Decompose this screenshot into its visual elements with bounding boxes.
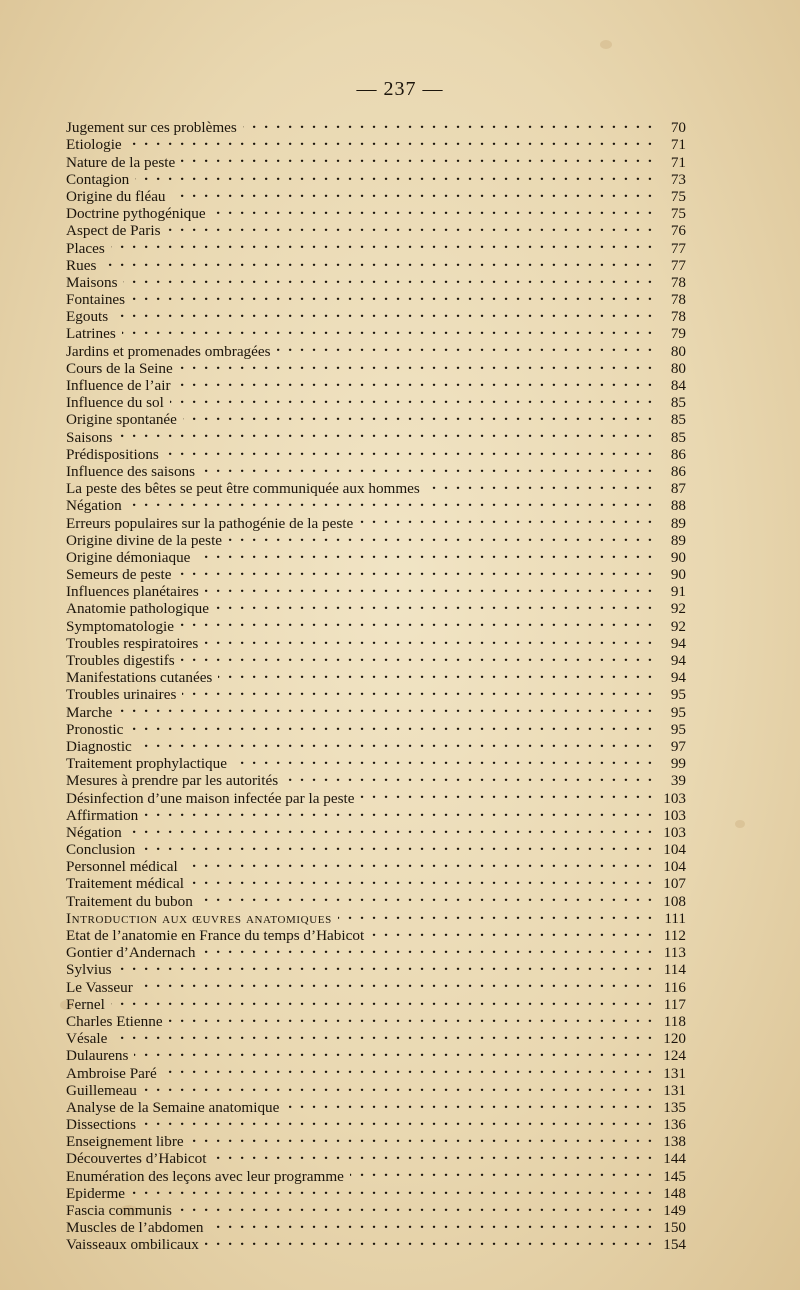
toc-entry-title: Troubles digestifs [66, 652, 175, 669]
toc-entry-page-number: 85 [670, 411, 686, 429]
dot-leader [210, 1215, 655, 1232]
toc-entry-title: Vésale [66, 1030, 108, 1048]
toc-entry-page-number: 92 [670, 617, 686, 635]
toc-entry [66, 235, 686, 257]
dot-leader [181, 149, 654, 166]
toc-entry-page-number: 71 [670, 136, 686, 154]
toc-entry-page-number: 104 [663, 841, 686, 859]
toc-entry [66, 1181, 686, 1202]
toc-entry-page-number: 88 [670, 497, 686, 515]
toc-entry-page-number: 135 [663, 1098, 686, 1116]
toc-entry [66, 699, 686, 721]
dot-leader [135, 167, 654, 184]
toc-entry-page-number: 75 [670, 205, 686, 223]
toc-entry-page-number: 149 [663, 1202, 686, 1219]
toc-entry-page-number: 144 [663, 1150, 686, 1168]
toc-entry-page-number: 79 [670, 325, 686, 343]
toc-entry [66, 510, 686, 532]
dot-leader [113, 1026, 654, 1043]
toc-entry [66, 854, 686, 876]
dot-leader [196, 545, 654, 562]
dot-leader [359, 510, 654, 527]
toc-entry-title: Latrines [66, 325, 116, 343]
dot-leader [338, 906, 654, 923]
toc-entry-page-number: 94 [670, 652, 686, 669]
toc-entry-title: Cours de la Seine [66, 359, 173, 377]
toc-entry-page-number: 104 [663, 858, 686, 876]
dot-leader [102, 253, 654, 270]
dot-leader [138, 734, 654, 751]
dot-leader [141, 837, 654, 854]
toc-entry-page-number: 124 [663, 1047, 686, 1065]
toc-entry-page-number: 71 [670, 153, 686, 171]
toc-entry [66, 493, 686, 515]
dot-leader [128, 493, 654, 510]
toc-entry-page-number: 92 [670, 600, 686, 618]
toc-entry-title: Contagion [66, 170, 130, 188]
toc-entry-page-number: 80 [670, 359, 686, 377]
toc-entry-page-number: 113 [663, 944, 686, 962]
dot-leader [143, 1078, 654, 1095]
dot-leader [201, 940, 654, 957]
toc-entry-title: Mesures à prendre par les autorités [66, 772, 279, 790]
toc-entry-title: Découvertes d’Habicot [66, 1150, 207, 1168]
toc-entry-page-number: 78 [670, 273, 686, 291]
toc-entry-title: Fontaines [66, 291, 126, 309]
dot-leader [233, 751, 654, 768]
dot-leader [350, 1163, 654, 1180]
dot-leader [180, 613, 654, 630]
toc-entry-page-number: 86 [670, 445, 686, 463]
toc-entry-page-number: 78 [670, 291, 686, 309]
toc-entry-page-number: 77 [670, 256, 686, 274]
toc-entry [66, 992, 686, 1013]
toc-entry [66, 820, 686, 841]
toc-entry [66, 1009, 686, 1030]
toc-entry-title: Epiderme [66, 1184, 126, 1202]
dot-leader [134, 1043, 654, 1060]
toc-entry-page-number: 95 [670, 720, 686, 738]
toc-entry-title: Enumération des leçons avec leur programme [66, 1167, 344, 1185]
toc-entry-title: Egouts [66, 308, 109, 326]
paper-stain [600, 40, 612, 49]
toc-entry-page-number: 75 [670, 187, 686, 205]
toc-entry-title: Pronostic [66, 720, 124, 738]
toc-entry-page-number: 99 [670, 755, 686, 773]
toc-entry-title: Etat de l’anatomie en France du temps d’Habicot [66, 927, 365, 944]
toc-entry-title: Négation [66, 823, 122, 841]
toc-entry-page-number: 117 [663, 995, 686, 1013]
toc-entry-page-number: 154 [663, 1236, 686, 1254]
dot-leader [277, 338, 654, 355]
toc-entry-title: Affirmation [66, 806, 139, 824]
toc-entry [66, 321, 686, 343]
dot-leader [169, 1009, 654, 1026]
dot-leader [163, 1060, 654, 1077]
dot-leader [199, 888, 654, 905]
toc-entry-title: Ambroise Paré [66, 1064, 157, 1082]
dot-leader [114, 304, 654, 321]
toc-entry-page-number: 76 [670, 222, 686, 240]
toc-entry-page-number: 136 [663, 1116, 686, 1134]
toc-entry-title: Influence du sol [66, 394, 164, 412]
toc-entry-page-number: 87 [670, 480, 686, 498]
toc-entry-title: Traitement médical [66, 875, 184, 893]
toc-entry-page-number: 120 [663, 1030, 686, 1048]
toc-entry [66, 1129, 686, 1151]
toc-entry-title: Charles Etienne [66, 1012, 163, 1030]
toc-entry-title: Saisons [66, 428, 113, 446]
dot-leader [370, 923, 654, 940]
toc-entry-title: Nature de la peste [66, 153, 176, 171]
table-of-contents [66, 115, 686, 1254]
toc-entry [66, 1095, 686, 1116]
toc-entry-page-number: 148 [663, 1184, 686, 1202]
toc-entry-title: Doctrine pythogénique [66, 205, 206, 223]
toc-entry [66, 442, 686, 463]
toc-entry-title: Guillemeau [66, 1081, 137, 1099]
dot-leader [166, 218, 654, 235]
toc-entry-title: Analyse de la Semaine anatomique [66, 1098, 280, 1116]
toc-entry-page-number: 95 [670, 703, 686, 721]
dot-leader [128, 820, 654, 837]
toc-entry-page-number: 90 [670, 548, 686, 566]
toc-entry-title: Dulaurens [66, 1047, 129, 1065]
toc-entry [66, 717, 686, 738]
toc-entry-page-number: 85 [670, 394, 686, 412]
toc-entry-title: Vaisseaux ombilicaux [66, 1236, 199, 1254]
dot-leader [129, 717, 654, 734]
toc-entry-title: Fernel [66, 995, 105, 1013]
dot-leader [111, 992, 654, 1009]
toc-entry-title: Gontier d’Andernach [66, 944, 196, 962]
toc-entry-page-number: 111 [664, 909, 686, 927]
toc-entry-page-number: 145 [663, 1167, 686, 1185]
dot-leader [218, 665, 654, 682]
toc-entry-title: Origine démoniaque [66, 548, 191, 566]
toc-entry-title: Le Vasseur [66, 978, 133, 996]
toc-entry-title: La peste des bêtes se peut être communiquée aux hommes [66, 480, 420, 498]
dot-leader [190, 871, 654, 888]
toc-entry-title: Etiologie [66, 136, 122, 154]
toc-entry-title: Jugement sur ces problèmes [66, 119, 237, 137]
toc-entry-title: Sylvius [66, 961, 112, 979]
toc-entry [66, 1060, 686, 1082]
dot-leader [122, 321, 654, 338]
toc-entry-title: Places [66, 239, 105, 257]
toc-entry-title: Manifestations cutanées [66, 669, 213, 687]
dot-leader [142, 1112, 654, 1129]
toc-entry [66, 184, 686, 205]
toc-entry-title: Troubles respiratoires [66, 634, 199, 652]
toc-entry [66, 1078, 686, 1099]
toc-entry-page-number: 94 [670, 669, 686, 687]
toc-entry [66, 167, 686, 188]
dot-leader [228, 528, 654, 545]
toc-entry-title: Maisons [66, 273, 118, 291]
toc-entry-title: Origine divine de la peste [66, 531, 223, 549]
toc-entry-title: Anatomie pathologique [66, 600, 209, 618]
toc-entry-page-number: 77 [670, 239, 686, 257]
dot-leader [205, 579, 654, 596]
toc-entry [66, 803, 686, 824]
dot-leader [184, 854, 654, 871]
toc-entry [66, 837, 686, 859]
toc-entry-title: Enseignement libre [66, 1133, 184, 1151]
toc-entry-title: Muscles de l’abdomen [66, 1219, 204, 1237]
toc-entry [66, 1043, 686, 1065]
dot-leader [118, 699, 654, 716]
toc-entry-page-number: 97 [670, 737, 686, 755]
toc-entry-page-number: 138 [663, 1133, 686, 1151]
dot-leader [165, 442, 654, 459]
toc-entry-page-number: 86 [670, 462, 686, 480]
dot-leader [118, 957, 654, 974]
dot-leader [360, 785, 654, 802]
toc-entry-title: Diagnostic [66, 737, 132, 755]
dot-leader [118, 424, 654, 441]
toc-entry [66, 1112, 686, 1134]
toc-entry-title: Rues [66, 256, 97, 274]
toc-entry-page-number: 90 [670, 566, 686, 584]
toc-entry-title: Origine du fléau [66, 187, 166, 205]
toc-entry-title: Prédispositions [66, 445, 159, 463]
toc-entry [66, 287, 686, 309]
toc-entry-title: Traitement du bubon [66, 892, 193, 910]
toc-entry-page-number: 78 [670, 308, 686, 326]
toc-entry-title: Personnel médical [66, 858, 178, 876]
toc-entry-page-number: 112 [663, 927, 686, 944]
toc-entry-title: Marche [66, 703, 113, 721]
toc-entry-title: Aspect de Paris [66, 222, 161, 240]
toc-entry [66, 132, 686, 154]
toc-entry-page-number: 131 [663, 1064, 686, 1082]
dot-leader [212, 201, 654, 218]
dot-leader [179, 356, 654, 373]
dot-leader [204, 631, 654, 648]
dot-leader [426, 476, 654, 493]
toc-entry-page-number: 107 [663, 875, 686, 893]
toc-entry [66, 734, 686, 755]
toc-entry-title: Troubles urinaires [66, 686, 177, 704]
toc-entry-title: Traitement prophylactique [66, 755, 227, 773]
dot-leader [144, 803, 654, 820]
dot-leader [205, 1232, 654, 1249]
dot-leader [177, 562, 654, 579]
dot-leader [131, 287, 654, 304]
toc-entry [66, 338, 686, 360]
toc-entry [66, 957, 686, 979]
toc-entry-title: Conclusion [66, 841, 136, 859]
toc-entry-page-number: 103 [663, 806, 686, 824]
toc-entry [66, 304, 686, 326]
toc-entry [66, 149, 686, 171]
toc-entry-page-number: 103 [663, 823, 686, 841]
toc-entry-title: Influence des saisons [66, 462, 196, 480]
dot-leader [139, 974, 654, 991]
dot-leader [111, 235, 654, 252]
toc-entry-title: Erreurs populaires sur la pathogénie de la peste [66, 514, 354, 532]
dot-leader [177, 373, 654, 390]
dot-leader [170, 390, 654, 407]
toc-entry-page-number: 73 [670, 170, 686, 188]
dot-leader [215, 596, 654, 613]
toc-entry-page-number: 89 [670, 531, 686, 549]
toc-entry-page-number: 39 [670, 772, 686, 790]
toc-entry [66, 751, 686, 773]
toc-entry-page-number: 84 [670, 377, 686, 394]
toc-entry-page-number: 94 [670, 634, 686, 652]
toc-entry-page-number: 116 [663, 978, 686, 996]
toc-entry-page-number: 70 [670, 119, 686, 137]
dot-leader [128, 132, 654, 149]
toc-entry-title: Influence de l’air [66, 377, 171, 394]
toc-entry [66, 1026, 686, 1048]
toc-entry-page-number: 150 [663, 1219, 686, 1237]
toc-entry-title: Introduction aux œuvres anatomiques [66, 909, 332, 927]
toc-entry-page-number: 95 [670, 686, 686, 704]
toc-entry-title: Symptomatologie [66, 617, 174, 635]
toc-entry-page-number: 85 [670, 428, 686, 446]
dot-leader [181, 648, 654, 665]
toc-entry-title: Négation [66, 497, 122, 515]
dot-leader [178, 1198, 654, 1215]
toc-entry-page-number: 80 [670, 342, 686, 360]
dot-leader [190, 1129, 654, 1146]
toc-entry-page-number: 118 [663, 1012, 686, 1030]
dot-leader [172, 184, 654, 201]
dot-leader [201, 459, 654, 476]
toc-entry-page-number: 131 [663, 1081, 686, 1099]
dot-leader [183, 407, 654, 424]
toc-entry-title: Influences planétaires [66, 583, 199, 601]
dot-leader [212, 1146, 654, 1163]
toc-entry-page-number: 89 [670, 514, 686, 532]
toc-entry [66, 974, 686, 996]
toc-entry-title: Désinfection d’une maison infectée par la peste [66, 789, 355, 807]
toc-entry-title: Dissections [66, 1116, 137, 1134]
toc-entry-page-number: 108 [663, 892, 686, 910]
dot-leader [131, 1181, 654, 1198]
toc-entry-page-number: 103 [663, 789, 686, 807]
toc-entry [66, 270, 686, 291]
dot-leader [243, 115, 654, 132]
toc-entry-title: Semeurs de peste [66, 566, 172, 584]
page-number: — 237 — [356, 78, 444, 100]
toc-entry-title: Jardins et promenades ombragées [66, 342, 271, 360]
toc-entry [66, 115, 686, 137]
toc-entry [66, 253, 686, 274]
toc-entry-title: Origine spontanée [66, 411, 177, 429]
toc-entry-title: Fascia communis [66, 1202, 172, 1219]
dot-leader [285, 1095, 654, 1112]
dot-leader [123, 270, 654, 287]
toc-entry [66, 1198, 686, 1219]
dot-leader [284, 768, 654, 785]
toc-entry-page-number: 91 [670, 583, 686, 601]
paper-stain [735, 820, 745, 828]
toc-entry-page-number: 114 [663, 961, 686, 979]
toc-entry [66, 424, 686, 446]
dot-leader [182, 682, 654, 699]
